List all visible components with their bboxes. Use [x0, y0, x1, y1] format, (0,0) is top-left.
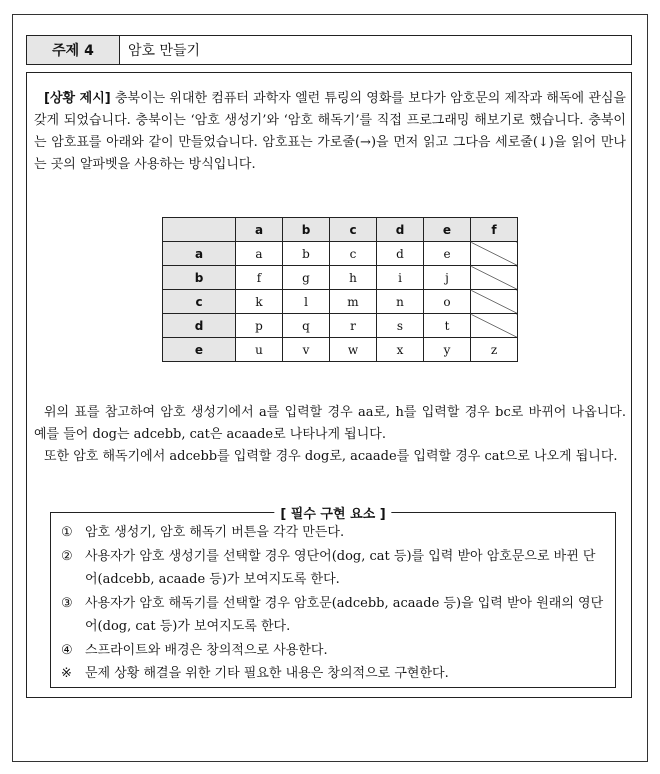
- cipher-cell: p: [236, 314, 283, 338]
- cipher-cell: i: [377, 266, 424, 290]
- cipher-cell: k: [236, 290, 283, 314]
- requirement-number: ②: [61, 548, 73, 564]
- topic-title: 암호 만들기: [128, 43, 201, 59]
- cipher-cell: w: [330, 338, 377, 362]
- cipher-cell: r: [330, 314, 377, 338]
- cipher-corner-cell: [163, 218, 236, 242]
- cipher-empty-cell: [471, 314, 518, 338]
- cipher-cell: t: [424, 314, 471, 338]
- cipher-row-header: c: [163, 290, 236, 314]
- cipher-row-header: b: [163, 266, 236, 290]
- requirement-number: ③: [61, 595, 73, 611]
- requirements-box: [50, 507, 616, 688]
- cipher-header-row: [163, 218, 518, 242]
- requirement-item: [61, 662, 607, 686]
- cipher-cell: c: [330, 242, 377, 266]
- cipher-cell: g: [283, 266, 330, 290]
- cipher-row: [163, 242, 518, 266]
- cipher-cell: n: [377, 290, 424, 314]
- requirements-title: [ 필수 구현 요소 ]: [274, 503, 391, 522]
- cipher-cell: x: [377, 338, 424, 362]
- requirement-item: [61, 592, 607, 639]
- requirement-number: ※: [61, 666, 72, 681]
- cipher-col-header: d: [377, 218, 424, 242]
- cipher-row-header: d: [163, 314, 236, 338]
- requirements-list: [61, 521, 607, 686]
- cipher-cell: z: [471, 338, 518, 362]
- cipher-col-header: a: [236, 218, 283, 242]
- topic-label: 주제 4: [27, 36, 120, 64]
- requirement-number: ④: [61, 642, 73, 658]
- cipher-col-header: b: [283, 218, 330, 242]
- requirement-number: ①: [61, 525, 73, 540]
- cipher-cell: d: [377, 242, 424, 266]
- cipher-cell: y: [424, 338, 471, 362]
- cipher-cell: h: [330, 266, 377, 290]
- explanation-paragraph: [34, 402, 626, 468]
- cipher-empty-cell: [471, 266, 518, 290]
- cipher-row-header: a: [163, 242, 236, 266]
- cipher-col-header: e: [424, 218, 471, 242]
- cipher-row: [163, 290, 518, 314]
- cipher-cell: u: [236, 338, 283, 362]
- cipher-cell: b: [283, 242, 330, 266]
- cipher-empty-cell: [471, 242, 518, 266]
- cipher-cell: e: [424, 242, 471, 266]
- situation-text: 충북이는 위대한 컴퓨터 과학자 엘런 튜링의 영화를 보다가 암호문의 제작과 해독에 관심을 갖게 되었습니다. 충북이는 ‘암호 생성기’와 ‘암호 해독기’를 직접 프로그래밍 해보기로 했습니다. 충북이는 암호표를 아래와 같이 만들었습니다. 암호표는 가로줄(→)을 먼저 읽고 그다음 세로줄(↓)을 읽어 만나는 곳의 알파벳을 사용하는 방식입니다.: [34, 91, 626, 172]
- cipher-row-header: e: [163, 338, 236, 362]
- cipher-cell: f: [236, 266, 283, 290]
- cipher-cell: s: [377, 314, 424, 338]
- requirement-text: 암호 생성기, 암호 해독기 버튼을 각각 만든다.: [85, 525, 345, 540]
- cipher-cell: o: [424, 290, 471, 314]
- explanation-text-2: 또한 암호 해독기에서 adcebb를 입력할 경우 dog로, acaade를 입력할 경우 cat으로 나오게 됩니다.: [44, 449, 618, 464]
- cipher-row: [163, 338, 518, 362]
- cipher-cell: m: [330, 290, 377, 314]
- cipher-cell: a: [236, 242, 283, 266]
- topic-header: [26, 35, 632, 65]
- situation-paragraph: [34, 88, 626, 176]
- requirement-text: 사용자가 암호 생성기를 선택할 경우 영단어(dog, cat 등)를 입력 받아 암호문으로 바뀐 단어(adcebb, acaade 등)가 보여지도록 한다.: [85, 548, 596, 587]
- cipher-col-header: f: [471, 218, 518, 242]
- cipher-cell: l: [283, 290, 330, 314]
- cipher-row: [163, 314, 518, 338]
- cipher-cell: q: [283, 314, 330, 338]
- requirement-text: 문제 상황 해결을 위한 기타 필요한 내용은 창의적으로 구현한다.: [85, 666, 449, 681]
- cipher-col-header: c: [330, 218, 377, 242]
- requirement-item: [61, 639, 607, 663]
- cipher-cell: j: [424, 266, 471, 290]
- requirement-text: 스프라이트와 배경은 창의적으로 사용한다.: [85, 642, 328, 658]
- cipher-cell: v: [283, 338, 330, 362]
- requirement-item: [61, 545, 607, 592]
- requirement-text: 사용자가 암호 해독기를 선택할 경우 암호문(adcebb, acaade 등)을 입력 받아 원래의 영단어(dog, cat 등)가 보여지도록 한다.: [85, 595, 604, 634]
- cipher-table: [162, 217, 518, 362]
- cipher-empty-cell: [471, 290, 518, 314]
- cipher-row: [163, 266, 518, 290]
- situation-heading: [상황 제시]: [44, 91, 111, 106]
- requirement-item: [61, 521, 607, 545]
- explanation-text-1: 위의 표를 참고하여 암호 생성기에서 a를 입력할 경우 aa로, h를 입력할 경우 bc로 바뀌어 나옵니다. 예를 들어 dog는 adcebb, cat은 acaade로 나타나게 됩니다.: [34, 405, 626, 442]
